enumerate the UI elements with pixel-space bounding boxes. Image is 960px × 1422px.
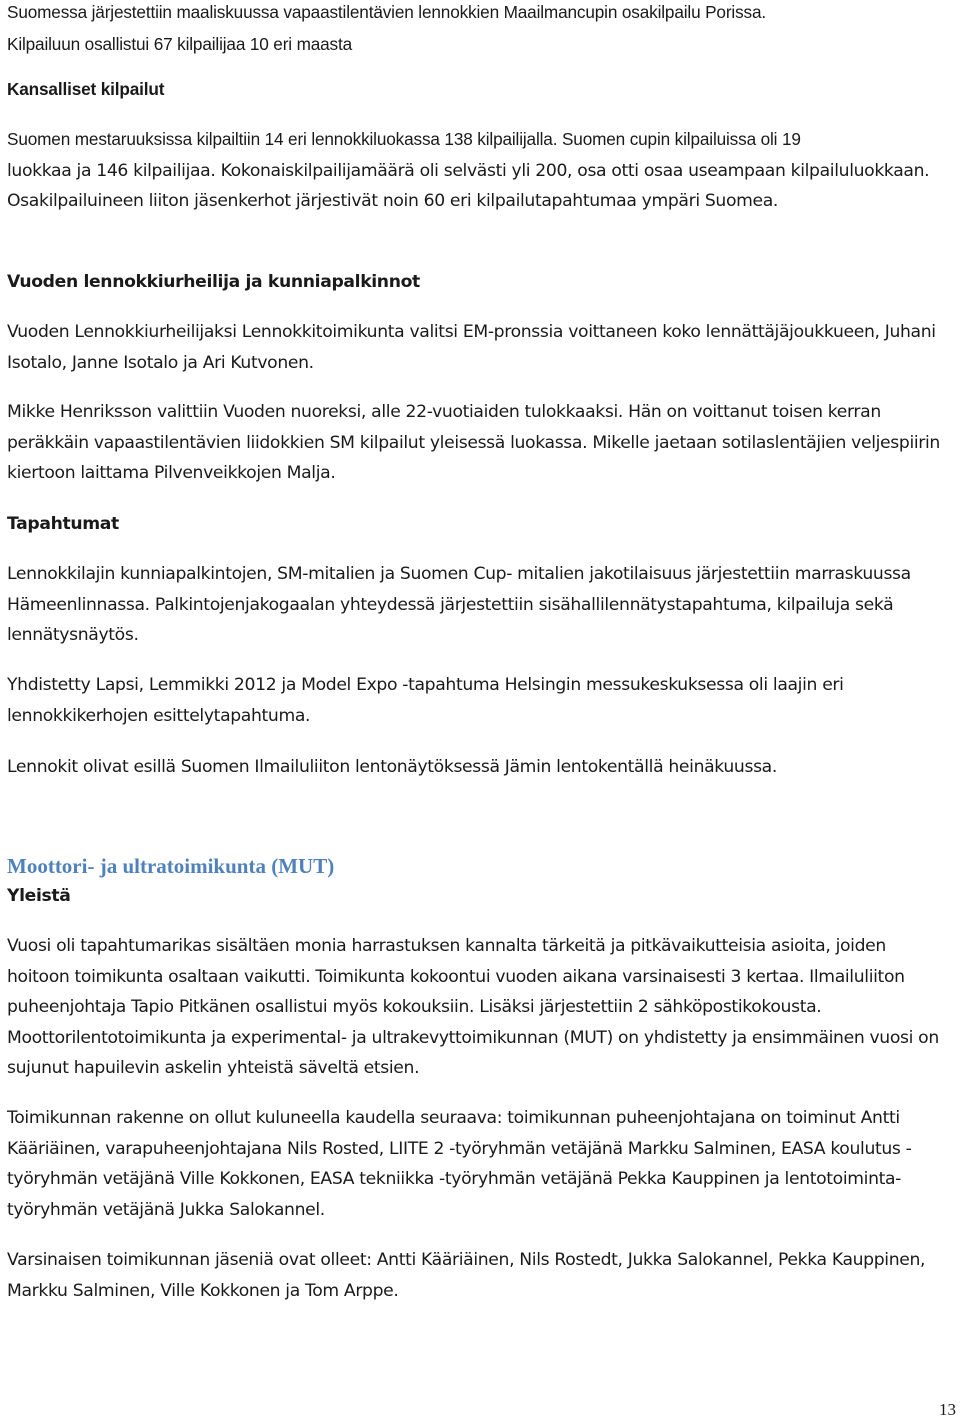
paragraph-jasenet: Varsinaisen toimikunnan jäseniä ovat olleet: Antti Kääriäinen, Nils Rostedt, Jukka Salokannel, Pekka Kauppinen, Markku Salminen, Ville Kokkonen ja Tom Arppe.: [7, 1250, 926, 1301]
section-title-mut: Moottori- ja ultratoimikunta (MUT): [7, 854, 335, 878]
paragraph-lentonaytos: Lennokit olivat esillä Suomen Ilmailuliiton lentonäytöksessä Jämin lentokentällä heinäkuussa.: [7, 757, 777, 777]
intro-line-1: Suomessa järjestettiin maaliskuussa vapaastilentävien lennokkien Maailmancupin osakilpailu Porissa.: [7, 2, 766, 22]
heading-kansalliset-kilpailut: Kansalliset kilpailut: [7, 79, 165, 99]
heading-yleista: Yleistä: [7, 886, 71, 906]
heading-vuoden-lennokkiurheilija: Vuoden lennokkiurheilija ja kunniapalkinnot: [7, 272, 420, 292]
kansalliset-text-c: Kokonaiskilpailijamäärä oli selvästi yli 200, osa otti osaa useampaan kilpailuluokkaan.: [215, 160, 930, 181]
heading-tapahtumat: Tapahtumat: [7, 514, 119, 534]
intro-line-2: Kilpailuun osallistui 67 kilpailijaa 10 eri maasta: [7, 33, 353, 54]
paragraph-palkintojenjako: Lennokkilajin kunniapalkintojen, SM-mitalien ja Suomen Cup- mitalien jakotilaisuus järjestettiin marraskuussa Hämeenlinnassa. Palkintojenjakogaalan yhteydessä järjestettiin sisähallilennätystapahtuma, kilpailuja sekä lennätysnäytös.: [7, 564, 911, 645]
paragraph-vuoden-nuori: Mikke Henriksson valittiin Vuoden nuoreksi, alle 22-vuotiaiden tulokkaaksi. Hän on voittanut toisen kerran peräkkäin vapaastilentävien liidokkien SM kilpailut yleisessä luokassa. Mikelle jaetaan sotilaslentäjien veljespiirin kiertoon laittama Pilvenveikkojen Malja.: [7, 402, 940, 483]
paragraph-toimikunnan-rakenne: Toimikunnan rakenne on ollut kuluneella kaudella seuraava: toimikunnan puheenjohtajana on toiminut Antti Kääriäinen, varapuheenjohtajana Nils Rosted, LIITE 2 -työryhmän vetäjänä Markku Salminen, EASA koulutus -työryhmän vetäjänä Ville Kokkonen, EASA tekniikka -työryhmän vetäjänä Pekka Kauppinen ja lentotoiminta-työryhmän vetäjänä Jukka Salokannel.: [7, 1108, 912, 1220]
page-number: 13: [939, 1400, 956, 1419]
paragraph-yleista: Vuosi oli tapahtumarikas sisältäen monia harrastuksen kannalta tärkeitä ja pitkävaikutteisia asioita, joiden hoitoon toimikunta osaltaan vaikutti. Toimikunta kokoontui vuoden aikana varsinaisesti 3 kertaa. Ilmailuliiton puheenjohtaja Tapio Pitkänen osallistui myös kokouksiin. Lisäksi järjestettiin 2 sähköpostikokousta. Moottorilentotoimikunta ja experimental- ja ultrakevyttoimikunnan (MUT) on yhdistetty ja ensimmäinen vuosi on sujunut hapuilevin askelin yhteistä säveltä etsien.: [7, 936, 939, 1078]
paragraph-intro: [7, 0, 952, 60]
kansalliset-text-b: luokkaa ja 146 kilpailijaa.: [7, 160, 216, 181]
paragraph-model-expo: Yhdistetty Lapsi, Lemmikki 2012 ja Model Expo -tapahtuma Helsingin messukeskuksessa oli laajin eri lennokkikerhojen esittelytapahtuma.: [7, 675, 844, 726]
kansalliset-text-d: Osakilpailuineen liiton jäsenkerhot järjestivät noin 60 eri kilpailutapahtumaa ympäri Suomea.: [7, 191, 779, 211]
kansalliset-text-a: Suomen mestaruuksissa kilpailtiin 14 eri lennokkiluokassa 138 kilpailijalla. Suomen cupin kilpailuissa oli 19: [7, 129, 801, 149]
paragraph-kansalliset: [7, 124, 952, 217]
paragraph-vuoden-urheilija: Vuoden Lennokkiurheilijaksi Lennokkitoimikunta valitsi EM-pronssia voittaneen koko lennättäjäjoukkueen, Juhani Isotalo, Janne Isotalo ja Ari Kutvonen.: [7, 322, 936, 373]
